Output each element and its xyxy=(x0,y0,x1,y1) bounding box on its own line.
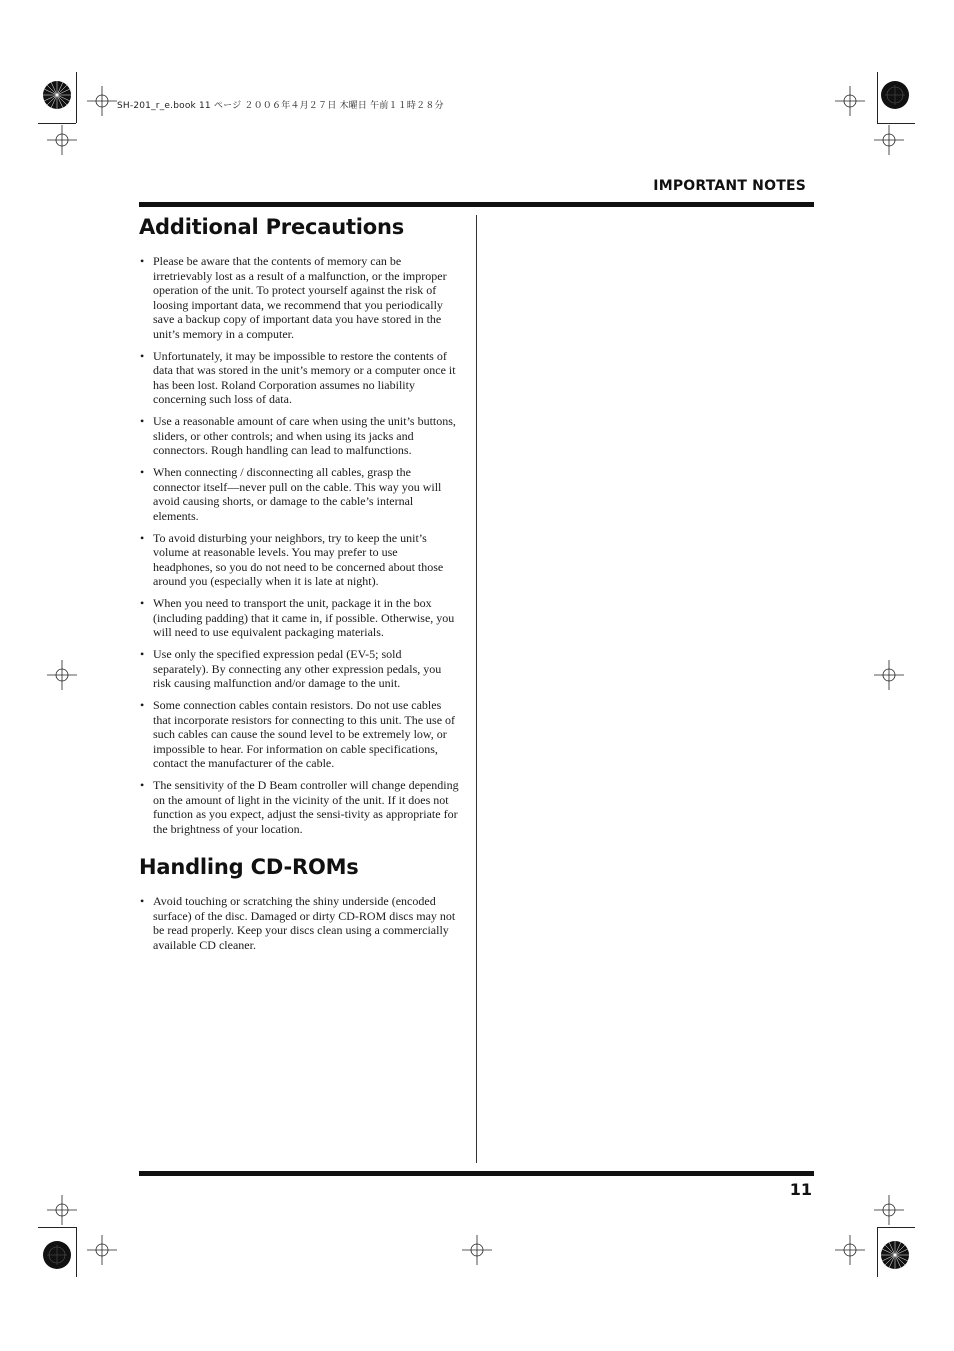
running-header: IMPORTANT NOTES xyxy=(653,178,806,194)
crop-mark xyxy=(877,1227,915,1228)
crop-mark xyxy=(38,123,76,124)
print-info-line: SH-201_r_e.book 11 ページ ２００６年４月２７日 木曜日 午前１１時２８分 xyxy=(117,101,444,111)
list-item: • To avoid disturbing your neighbors, try to keep the unit’s volume at reasonable levels. You may prefer to use headphones, so you do not need to be concerned about those around you (especially when it is late at night). xyxy=(139,531,459,589)
list-item: • Some connection cables contain resistors. Do not use cables that incorporate resistors for connecting to this unit. The use of such cables can cause the sound level to be extremely low, or impossible to hear. For information on cable specifications, contact the manufacturer of the cable. xyxy=(139,698,459,771)
crop-mark xyxy=(76,72,77,123)
crosshair-mark-icon xyxy=(835,1235,865,1265)
list-item: • Unfortunately, it may be impossible to restore the contents of data that was stored in the unit’s memory or a computer once it has been lost. Roland Corporation assumes no liability concerning such loss of data. xyxy=(139,349,459,407)
list-item: • Avoid touching or scratching the shiny underside (encoded surface) of the disc. Damaged or dirty CD-ROM discs may not be read properly. Keep your discs clean using a commercially available CD cleaner. xyxy=(139,894,459,952)
left-column xyxy=(139,205,459,952)
column-divider xyxy=(476,215,477,1163)
list-item: • When you need to transport the unit, package it in the box (including padding) that it came in, if possible. Otherwise, you will need to use equivalent packaging materials. xyxy=(139,596,459,640)
crosshair-mark-icon xyxy=(47,660,77,690)
crop-mark xyxy=(877,1227,878,1277)
crosshair-mark-icon xyxy=(47,125,77,155)
crosshair-mark-icon xyxy=(87,86,117,116)
registration-target-icon xyxy=(42,1240,72,1270)
crosshair-mark-icon xyxy=(462,1235,492,1265)
crosshair-mark-icon xyxy=(87,1235,117,1265)
section-title: Handling CD-ROMs xyxy=(139,855,359,879)
registration-target-icon xyxy=(880,80,910,110)
crosshair-mark-icon xyxy=(47,1195,77,1225)
crosshair-mark-icon xyxy=(835,86,865,116)
crosshair-mark-icon xyxy=(874,125,904,155)
section-title: Additional Precautions xyxy=(139,215,405,239)
registration-target-icon xyxy=(42,80,72,110)
page-number: 11 xyxy=(789,1180,812,1199)
list-item: • The sensitivity of the D Beam controller will change depending on the amount of light in the vicinity of the unit. If it does not function as you expect, adjust the sensi-tivity as appropriate for the brightness of your location. xyxy=(139,778,459,836)
footer-rule xyxy=(139,1171,814,1176)
cd-rom-list xyxy=(139,894,459,952)
crop-mark xyxy=(76,1227,77,1277)
section-additional-precautions xyxy=(139,210,459,836)
list-item: • Use only the specified expression pedal (EV-5; sold separately). By connecting any other expression pedals, you risk causing malfunction and/or damage to the unit. xyxy=(139,647,459,691)
precautions-list xyxy=(139,254,459,836)
list-item: • When connecting / disconnecting all cables, grasp the connector itself—never pull on the cable. This way you will avoid causing shorts, or damage to the cable’s internal elements. xyxy=(139,465,459,523)
crosshair-mark-icon xyxy=(874,660,904,690)
section-handling-cd-roms xyxy=(139,850,459,952)
list-item: • Use a reasonable amount of care when using the unit’s buttons, sliders, or other controls; and when using its jacks and connectors. Rough handling can lead to malfunctions. xyxy=(139,414,459,458)
crop-mark xyxy=(877,72,878,123)
crosshair-mark-icon xyxy=(874,1195,904,1225)
crop-mark xyxy=(877,123,915,124)
registration-target-icon xyxy=(880,1240,910,1270)
list-item: • Please be aware that the contents of memory can be irretrievably lost as a result of a malfunction, or the improper operation of the unit. To protect yourself against the risk of loosing important data, we recommend that you periodically save a backup copy of important data you have stored in the unit’s memory in a computer. xyxy=(139,254,459,341)
crop-mark xyxy=(38,1227,76,1228)
